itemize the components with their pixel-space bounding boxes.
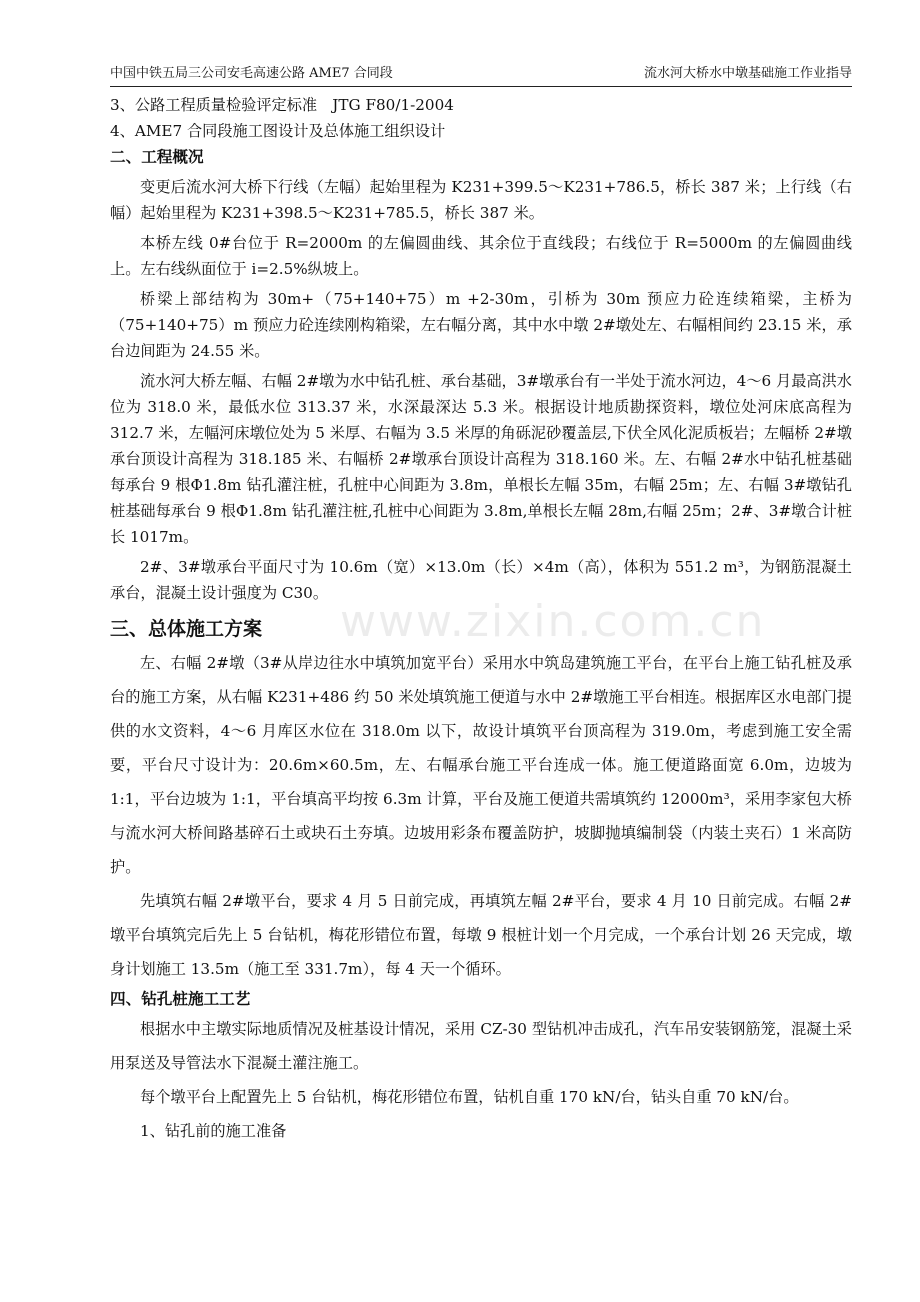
drilling-paragraph-1: 根据水中主墩实际地质情况及桩基设计情况，采用 CZ-30 型钻机冲击成孔，汽车吊安装钢筋笼，混凝土采用泵送及导管法水下混凝土灌注施工。 bbox=[110, 1020, 852, 1072]
reference-item-3: 3、公路工程质量检验评定标准 JTG F80/1-2004 bbox=[110, 96, 454, 114]
overview-paragraph-5: 2#、3#墩承台平面尺寸为 10.6m（宽）×13.0m（长）×4m（高），体积为 551.2 m³，为钢筋混凝土承台，混凝土设计强度为 C30。 bbox=[110, 558, 852, 602]
construction-plan-block bbox=[110, 646, 852, 986]
drilling-subheading-1: 1、钻孔前的施工准备 bbox=[140, 1122, 287, 1140]
overview-paragraph-1: 变更后流水河大桥下行线（左幅）起始里程为 K231+399.5～K231+786.5，桥长 387 米；上行线（右幅）起始里程为 K231+398.5～K231+785.5，桥长 387 米。 bbox=[110, 178, 852, 222]
reference-item-4: 4、AME7 合同段施工图设计及总体施工组织设计 bbox=[110, 122, 446, 140]
overview-paragraph-4: 流水河大桥左幅、右幅 2#墩为水中钻孔桩、承台基础，3#墩承台有一半处于流水河边，4～6 月最高洪水位为 318.0 米，最低水位 313.37 米，水深最深达 5.3 米。根据设计地质勘探资料，墩位处河床底高程为 312.7 米，左幅河床墩位处为 5 米厚、右幅为 3.5 米厚的角砾泥砂覆盖层,下伏全风化泥质板岩；左幅桥 2#墩承台顶设计高程为 318.185 米、右幅桥 2#墩承台顶设计高程为 318.160 米。左、右幅 2#水中钻孔桩基础每承台 9 根Φ1.8m 钻孔灌注桩，孔桩中心间距为 3.8m，单根长左幅 35m，右幅 25m；左、右幅 3#墩钻孔桩基础每承台 9 根Φ1.8m 钻孔灌注桩,孔桩中心间距为 3.8m,单根长左幅 28m,右幅 25m；2#、3#墩合计桩长 1017m。 bbox=[110, 372, 852, 546]
drilling-paragraph-2: 每个墩平台上配置先上 5 台钻机，梅花形错位布置，钻机自重 170 kN/台，钻头自重 70 kN/台。 bbox=[140, 1088, 799, 1106]
overview-paragraph-3: 桥梁上部结构为 30m+（75+140+75）m +2-30m，引桥为 30m 预应力砼连续箱梁，主桥为（75+140+75）m 预应力砼连续刚构箱梁，左右幅分离，其中水中墩 2#墩处左、右幅相间约 23.15 米，承台边间距为 24.55 米。 bbox=[110, 290, 852, 360]
drilling-process-block bbox=[110, 1012, 852, 1148]
page-header bbox=[110, 64, 852, 87]
section-heading-overview: 二、工程概况 bbox=[110, 148, 204, 166]
plan-paragraph-1: 左、右幅 2#墩（3#从岸边往水中填筑加宽平台）采用水中筑岛建筑施工平台，在平台上施工钻孔桩及承台的施工方案，从右幅 K231+486 约 50 米处填筑施工便道与水中 2#墩施工平台相连。根据库区水电部门提供的水文资料，4～6 月库区水位在 318.0m 以下，故设计填筑平台顶高程为 319.0m，考虑到施工安全需要，平台尺寸设计为：20.6m×60.5m，左、右幅承台施工平台连成一体。施工便道路面宽 6.0m，边坡为 1:1，平台边坡为 1:1，平台填高平均按 6.3m 计算，平台及施工便道共需填筑约 12000m³，采用李家包大桥与流水河大桥间路基碎石土或块石土夯填。边坡用彩条布覆盖防护，坡脚抛填编制袋（内装土夹石）1 米高防护。 bbox=[110, 654, 852, 876]
header-left-text: 中国中铁五局三公司安毛高速公路 AME7 合同段 bbox=[110, 66, 393, 81]
plan-paragraph-2: 先填筑右幅 2#墩平台，要求 4 月 5 日前完成，再填筑左幅 2#平台，要求 4 月 10 日前完成。右幅 2#墩平台填筑完后先上 5 台钻机，梅花形错位布置，每墩 9 根桩计划一个月完成，一个承台计划 26 天完成，墩身计划施工 13.5m（施工至 331.7m），每 4 天一个循环。 bbox=[110, 892, 852, 978]
document-body bbox=[110, 92, 852, 1148]
section-heading-drilling-process: 四、钻孔桩施工工艺 bbox=[110, 990, 251, 1008]
section-heading-construction-plan: 三、总体施工方案 bbox=[110, 618, 263, 640]
header-right-text: 流水河大桥水中墩基础施工作业指导 bbox=[643, 66, 852, 81]
watermark: www.zixin.com.cn bbox=[340, 596, 766, 647]
overview-paragraph-2: 本桥左线 0#台位于 R=2000m 的左偏圆曲线、其余位于直线段；右线位于 R=5000m 的左偏圆曲线上。左右线纵面位于 i=2.5%纵坡上。 bbox=[110, 234, 852, 278]
